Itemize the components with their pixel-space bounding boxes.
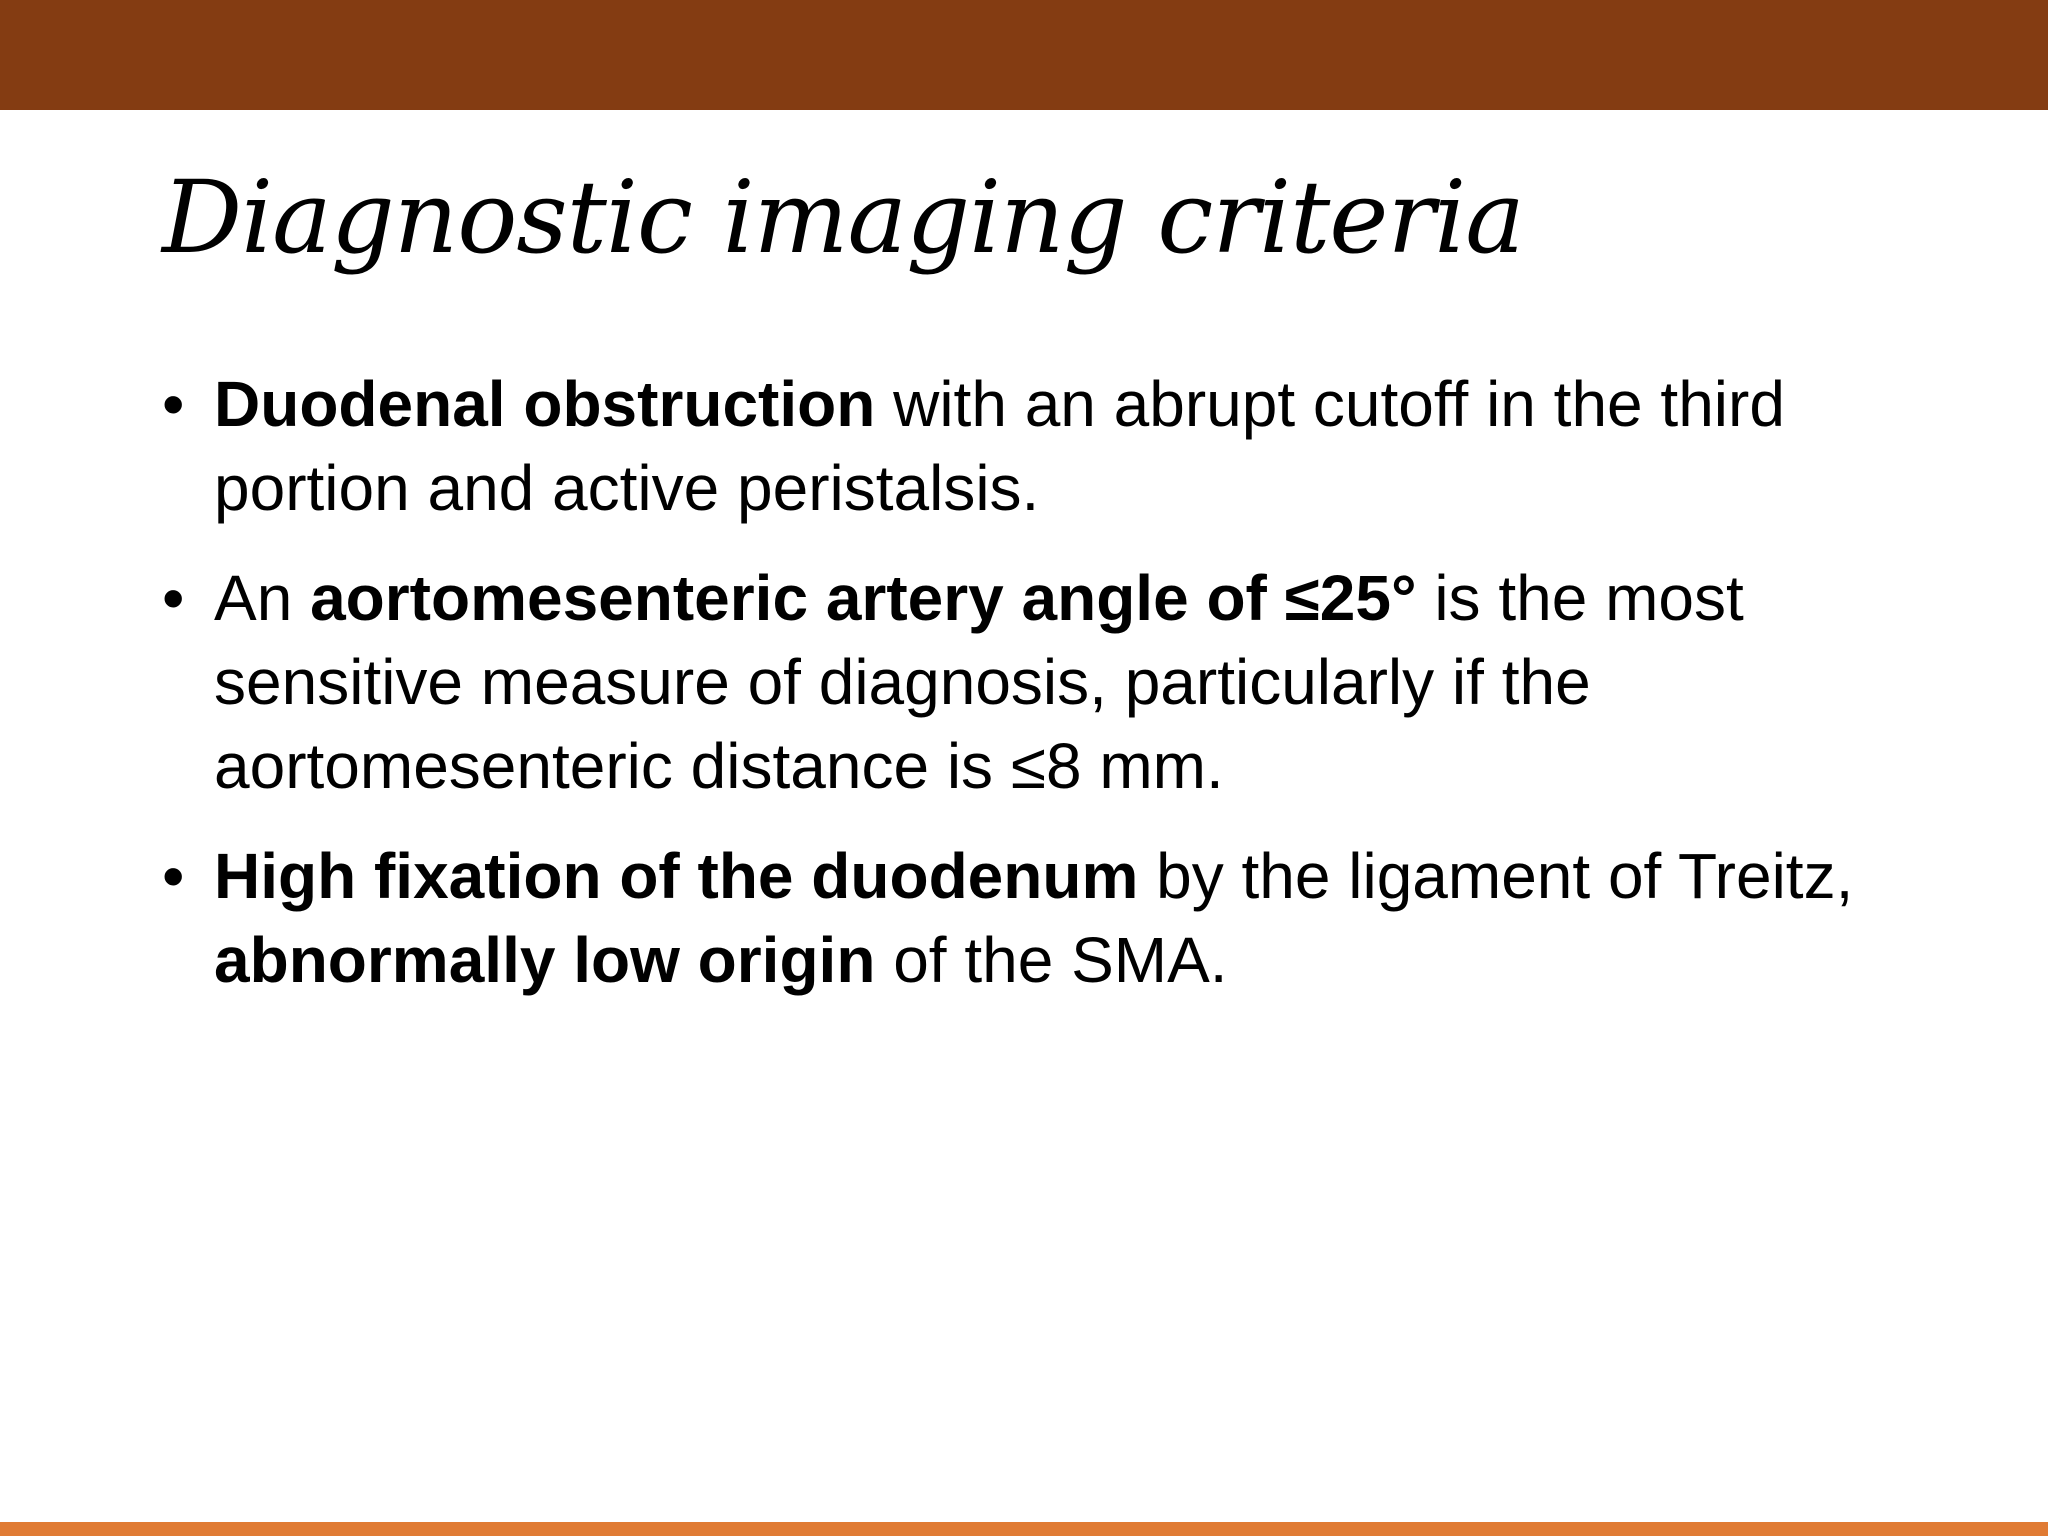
bullet-3-bold-term-2: abnormally low origin [214,924,876,996]
bullet-item-aortomesenteric-angle [162,556,1882,808]
bullet-list [162,362,1882,1028]
bullet-item-high-fixation [162,834,1882,1002]
bullet-item-duodenal-obstruction [162,362,1882,530]
bullet-1-text: with an abrupt cutoff in the third portion and active peristalsis. [214,368,1785,524]
bullet-3-text-2: of the SMA. [875,924,1228,996]
slide-title: Diagnostic imaging criteria [162,159,1524,276]
bullet-2-text-lead: An [214,562,311,634]
bullet-2-bold-term: aortomesenteric artery angle of ≤25° [310,562,1417,634]
bullet-dot: • [162,562,185,634]
bullet-dot: • [162,840,185,912]
bottom-accent-band [0,1522,2048,1536]
bullet-2-text: is the most sensitive measure of diagnosis, particularly if the aortomesenteric distance is ≤8 mm. [214,562,1744,802]
bullet-1-bold-term: Duodenal obstruction [214,368,876,440]
bullet-3-text-1: by the ligament of Treitz, [1138,840,1854,912]
top-accent-band [0,0,2048,110]
bullet-dot: • [162,368,185,440]
bullet-3-bold-term-1: High fixation of the duodenum [214,840,1139,912]
